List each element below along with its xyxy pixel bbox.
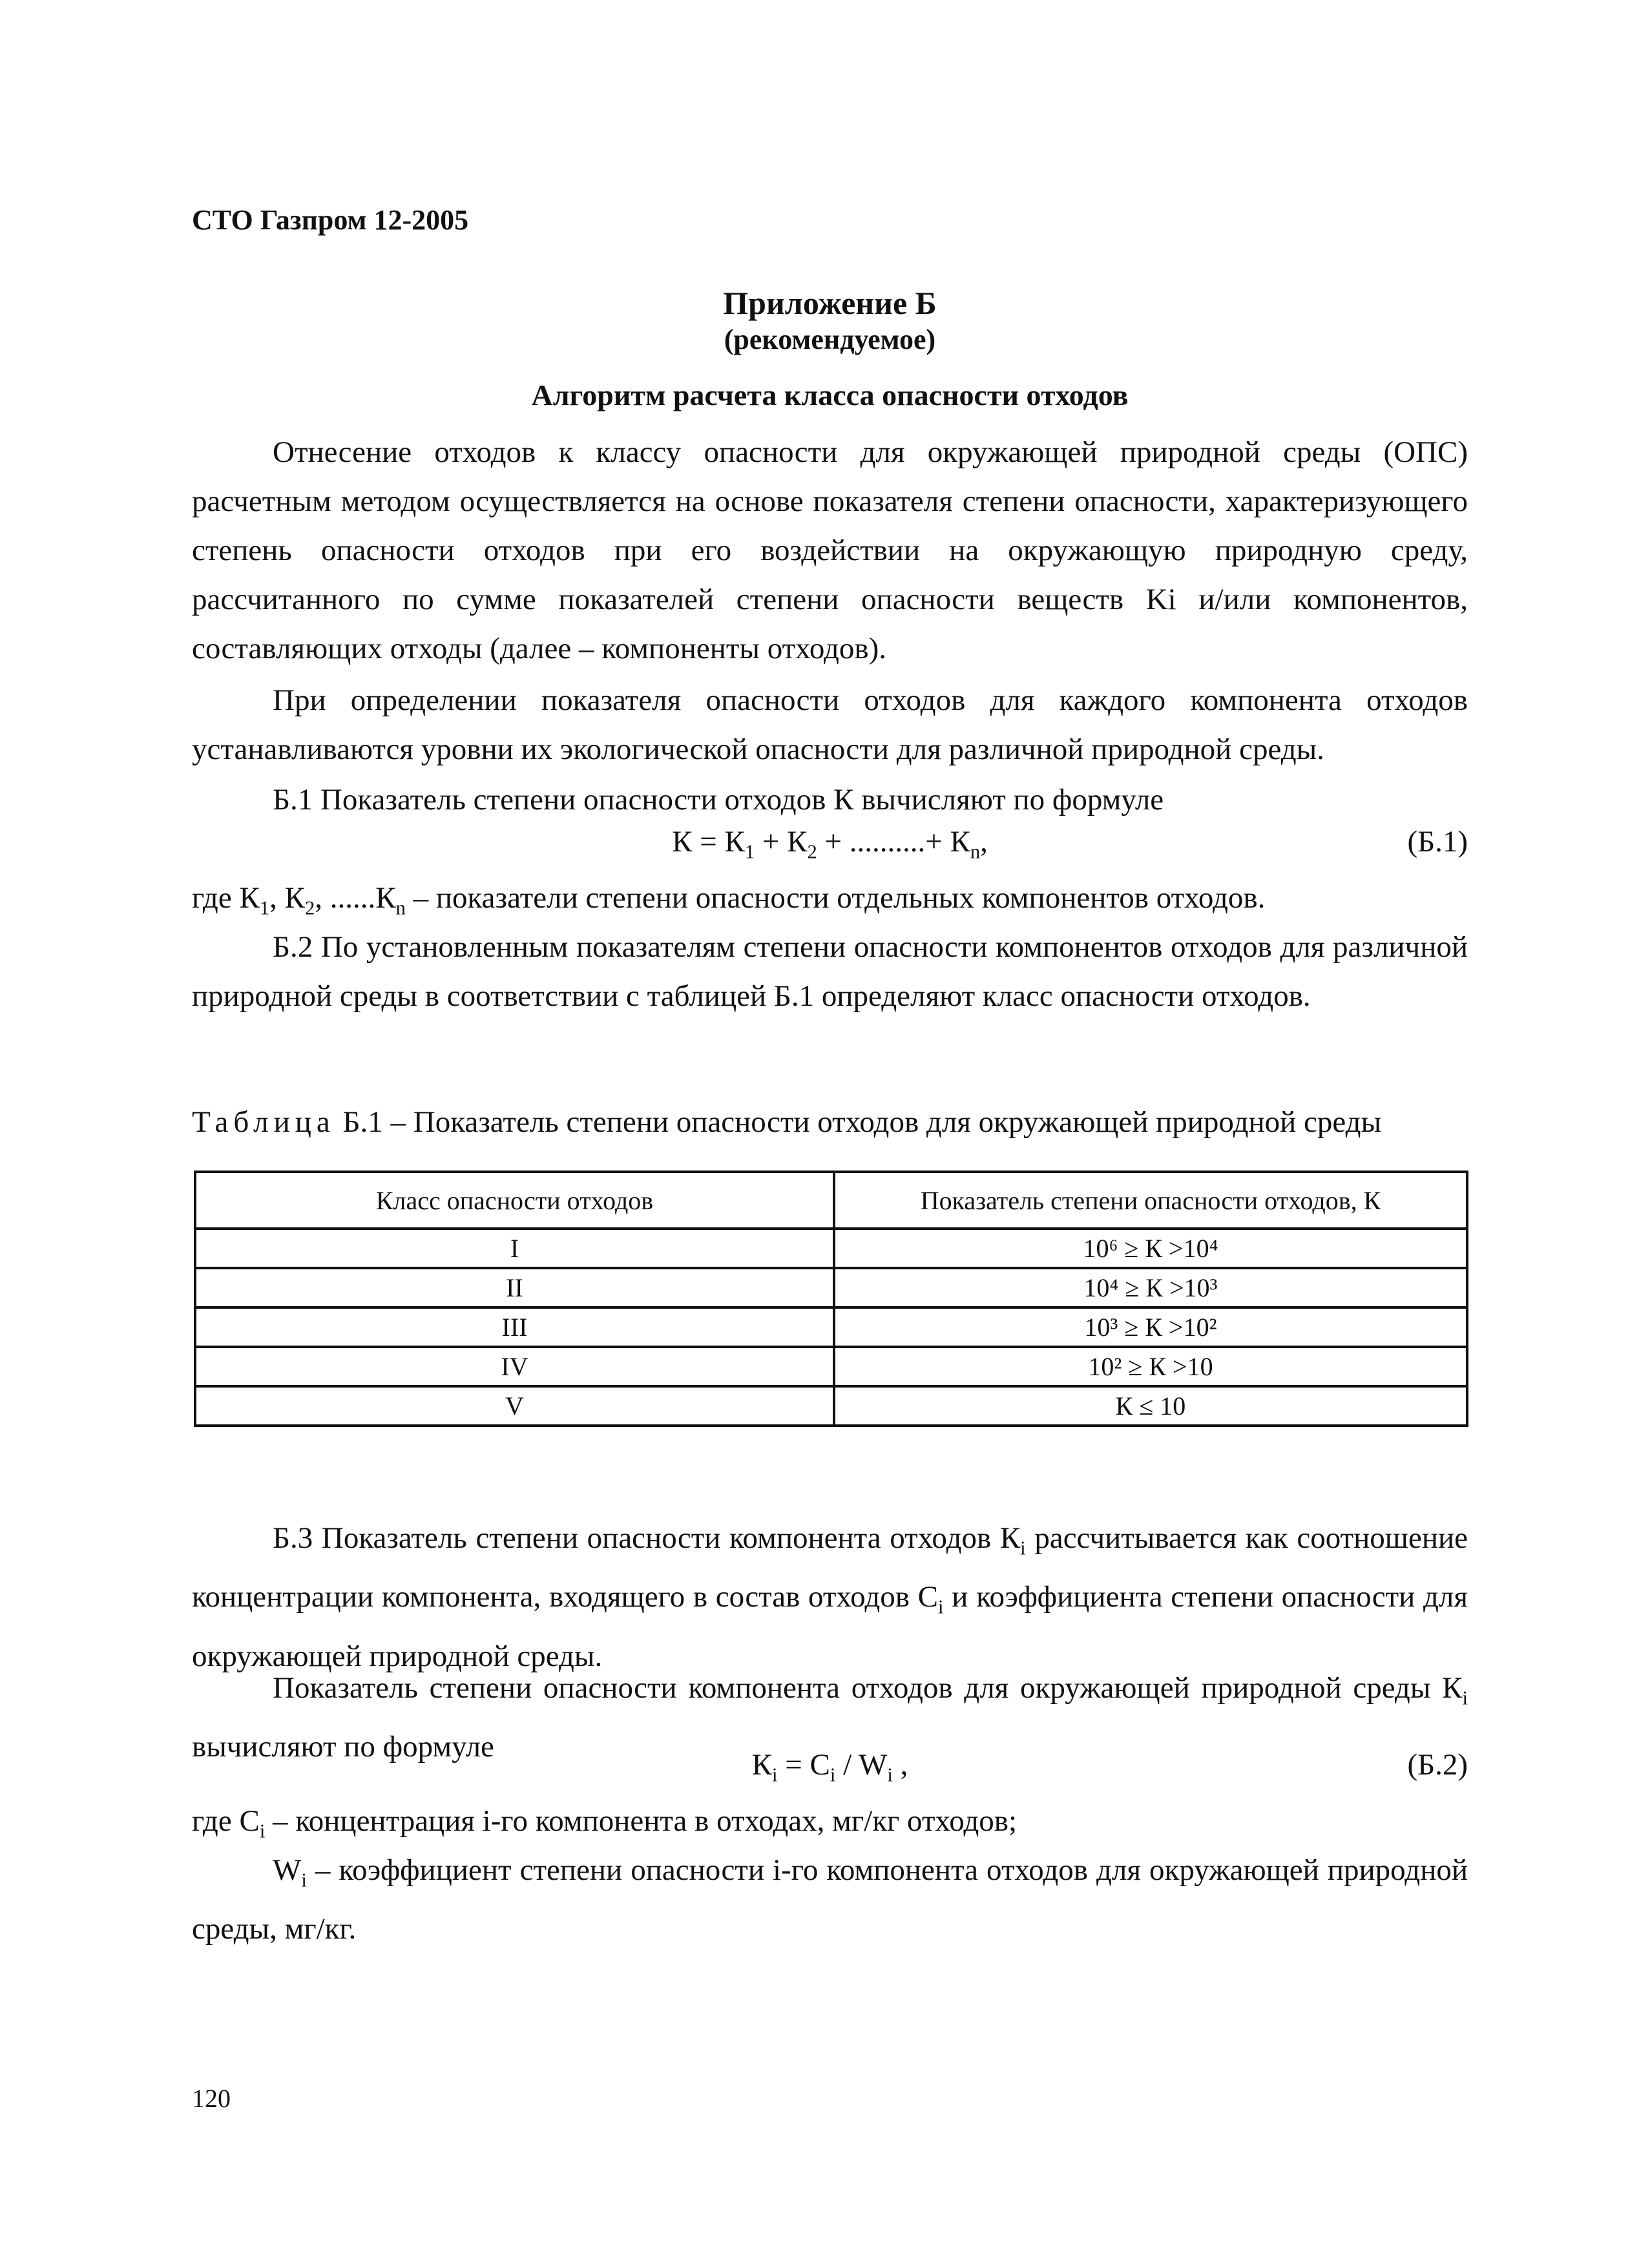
table-row <box>195 1386 1467 1426</box>
paragraph-intro: Отнесение отходов к классу опасности для окружающей природной среды (ОПС) расчетным методом осуществляется на основе показателя степени опасности, характеризующего степень опасности отходов при его воздействии на окружающую природную среду, рассчитанного по сумме показателей степени опасности веществ Ki и/или компонентов, составляющих отходы (далее – компоненты отходов). <box>192 435 1468 665</box>
formula-b1-where-text: – показатели степени опасности отдельных компонентов отходов. <box>413 881 1266 915</box>
page-number: 120 <box>192 2084 231 2113</box>
hazard-class-table <box>194 1170 1468 1427</box>
table-caption-text: – Показатель степени опасности отходов для окружающей природной среды <box>390 1105 1382 1139</box>
paragraph-b3-text: рассчитывается как соотношение концентрации компонента, входящего в состав отходов <box>192 1521 1468 1614</box>
table-caption <box>192 1105 1468 1139</box>
paragraph-b3: Б.3 Показатель степени опасности компонента отходов $К_i$ рассчитывается как соотношение концентрации компонента, входящего в состав отходов $C_i$ и коэффициента степени опасности для окружающей природной среды. <box>192 1521 1468 1673</box>
formula-b2-where-w-text: – коэффициент степени опасности i-го компонента отходов для окружающей природной среды, мг/кг. <box>192 1853 1468 1946</box>
table-cell-class: V <box>195 1386 834 1426</box>
formula-b2: $К_i = C_i / W_i$ , <box>751 1748 908 1786</box>
formula-b1-where: где $К_1$, $К_2$, $......К_n$ – показатели степени опасности отдельных компонентов отходов. <box>192 881 1266 919</box>
formula-b1: $К = К_1 + К_2$ + ..........+ $К_n$, <box>672 825 988 863</box>
table-caption-label: Таблица <box>192 1105 335 1139</box>
table-cell-class: IV <box>195 1347 834 1386</box>
formula-b2-number: (Б.2) <box>1407 1748 1468 1782</box>
paragraph-ki-text: Показатель степени опасности компонента отходов для окружающей природной среды <box>273 1671 1431 1705</box>
table-row <box>195 1307 1467 1347</box>
table-row <box>195 1268 1467 1307</box>
paragraph-b3-tail: и коэффициента степени опасности для окружающей природной среды. <box>192 1580 1468 1673</box>
paragraph-b1: Б.1 Показатель степени опасности отходов К вычисляют по формуле <box>273 783 1164 817</box>
table-cell-index: 10³ ≥ К >10² <box>834 1307 1467 1347</box>
table-cell-class: II <box>195 1268 834 1307</box>
formula-b2-where-c-text: – концентрация i-го компонента в отходах, мг/кг отходов; <box>273 1804 1017 1838</box>
table-cell-index: 10⁴ ≥ К >10³ <box>834 1268 1467 1307</box>
formula-b1-number: (Б.1) <box>1407 825 1468 858</box>
table-header-index: Показатель степени опасности отходов, К <box>834 1172 1467 1229</box>
table-cell-class: I <box>195 1229 834 1268</box>
document-header: СТО Газпром 12-2005 <box>192 204 469 236</box>
table-cell-index: 10² ≥ К >10 <box>834 1347 1467 1386</box>
paragraph-b2: Б.2 По установленным показателям степени опасности компонентов отходов для различной природной среды в соответствии с таблицей Б.1 определяют класс опасности отходов. <box>192 930 1468 1013</box>
paragraph-levels: При определении показателя опасности отходов для каждого компонента отходов устанавливаются уровни их экологической опасности для различной природной среды. <box>192 683 1468 766</box>
appendix-heading: Алгоритм расчета класса опасности отходов <box>531 379 1129 411</box>
table-header-row <box>195 1172 1467 1229</box>
formula-b1-row <box>192 824 1468 873</box>
appendix-subtitle: (рекомендуемое) <box>724 324 936 355</box>
table-caption-number: Б.1 <box>342 1105 383 1139</box>
formula-b2-where-w: $W_i$ – коэффициент степени опасности i-го компонента отходов для окружающей природной среды, мг/кг. <box>192 1853 1468 1946</box>
table-row <box>195 1347 1467 1386</box>
table-cell-index: К ≤ 10 <box>834 1386 1467 1426</box>
table-row <box>195 1229 1467 1268</box>
table-header-class: Класс опасности отходов <box>195 1172 834 1229</box>
appendix-title: Приложение Б <box>723 285 937 321</box>
formula-b2-row <box>192 1747 1468 1796</box>
table-cell-class: III <box>195 1307 834 1347</box>
paragraph-ki: Показатель степени опасности компонента отходов для окружающей природной среды $К_i$ вычисляют по формуле <box>192 1671 1468 1764</box>
table-cell-index: 10⁶ ≥ К >10⁴ <box>834 1229 1467 1268</box>
formula-b2-where-c: где $C_i$ – концентрация i-го компонента в отходах, мг/кг отходов; <box>192 1804 1017 1842</box>
